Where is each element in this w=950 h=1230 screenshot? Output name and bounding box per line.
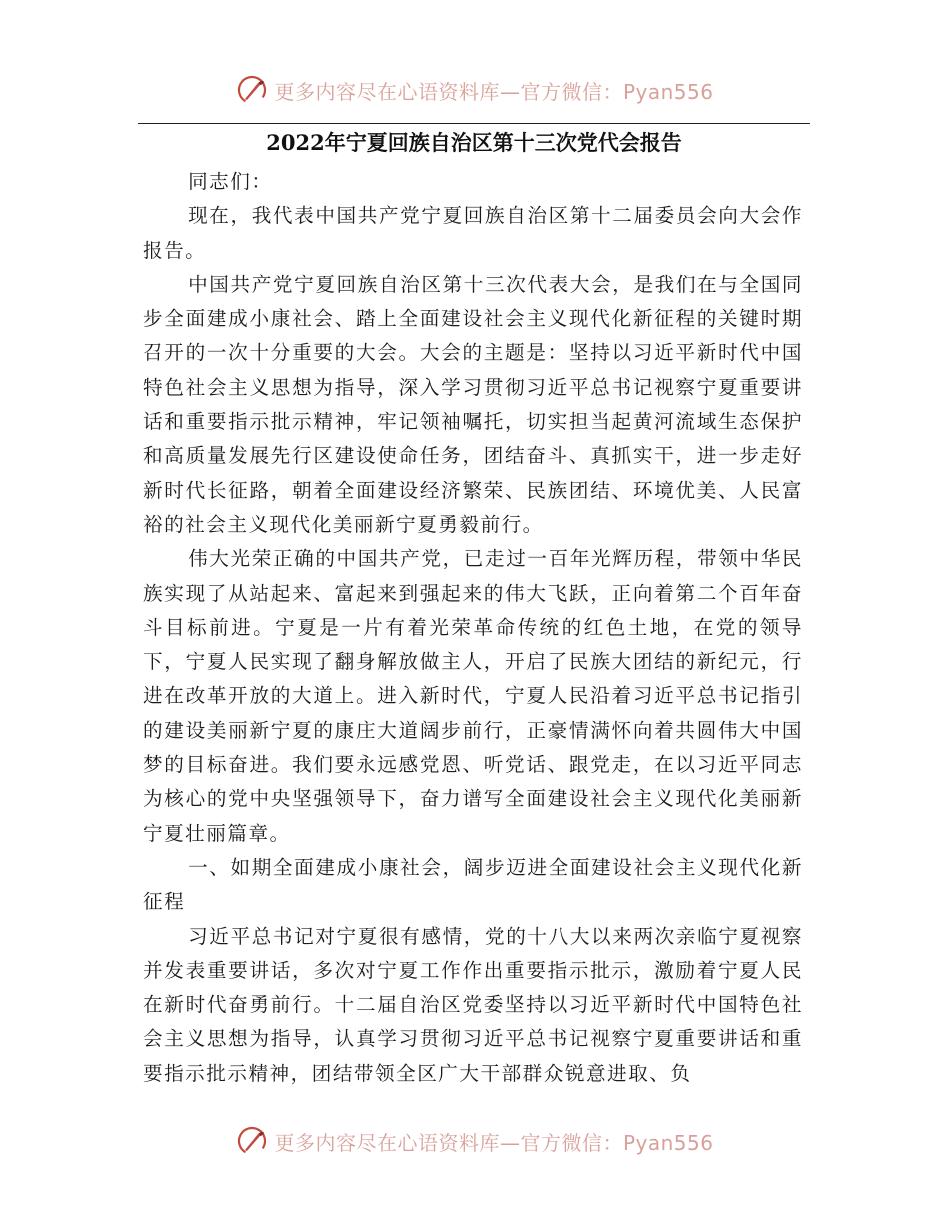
paragraph: 习近平总书记对宁夏很有感情，党的十八大以来两次亲临宁夏视察并发表重要讲话，多次对宁夏工作作出重要指示批示，激励着宁夏人民在新时代奋勇前行。十二届自治区党委坚持以习近平新时代中国特色社会主义思想为指导，认真学习贯彻习近平总书记视察宁夏重要讲话和重要指示批示精神，团结带领全区广大干部群众锐意进取、负 [143, 924, 803, 1085]
paragraph: 现在，我代表中国共产党宁夏回族自治区第十二届委员会向大会作报告。 [143, 204, 803, 262]
watermark-text: 更多内容尽在心语资料库—官方微信：Pyan556 [274, 1130, 714, 1155]
paragraph: 中国共产党宁夏回族自治区第十三次代表大会，是我们在与全国同步全面建成小康社会、踏上全面建设社会主义现代化新征程的关键时期召开的一次十分重要的大会。大会的主题是：坚持以习近平新时代中国特色社会主义思想为指导，深入学习贯彻习近平总书记视察宁夏重要讲话和重要指示批示精神，牢记领袖嘱托，切实担当起黄河流域生态保护和高质量发展先行区建设使命任务，团结奋斗、真抓实干，进一步走好新时代长征路，朝着全面建设经济繁荣、民族团结、环境优美、人民富裕的社会主义现代化美丽新宁夏勇毅前行。 [143, 272, 803, 536]
watermark-text: 更多内容尽在心语资料库—官方微信：Pyan556 [274, 79, 714, 104]
document-body [143, 165, 803, 1091]
quill-logo-icon [236, 1125, 268, 1157]
header-watermark [0, 70, 950, 110]
paragraph: 伟大光荣正确的中国共产党，已走过一百年光辉历程，带领中华民族实现了从站起来、富起来到强起来的伟大飞跃，正向着第二个百年奋斗目标前进。宁夏是一片有着光荣革命传统的红色土地，在党的领导下，宁夏人民实现了翻身解放做主人，开启了民族大团结的新纪元，行进在改革开放的大道上。进入新时代，宁夏人民沿着习近平总书记指引的建设美丽新宁夏的康庄大道阔步前行，正豪情满怀向着共圆伟大中国梦的目标奋进。我们要永远感党恩、听党话、跟党走，在以习近平同志为核心的党中央坚强领导下，奋力谱写全面建设社会主义现代化美丽新宁夏壮丽篇章。 [143, 547, 803, 845]
document-title: 2022年宁夏回族自治区第十三次党代会报告 [266, 130, 682, 155]
paragraph-salutation: 同志们： [188, 170, 273, 193]
header-rule [138, 123, 810, 124]
section-heading: 一、如期全面建成小康社会，阔步迈进全面建设社会主义现代化新征程 [143, 855, 803, 914]
footer-watermark [0, 1121, 950, 1161]
quill-logo-icon [236, 74, 268, 106]
